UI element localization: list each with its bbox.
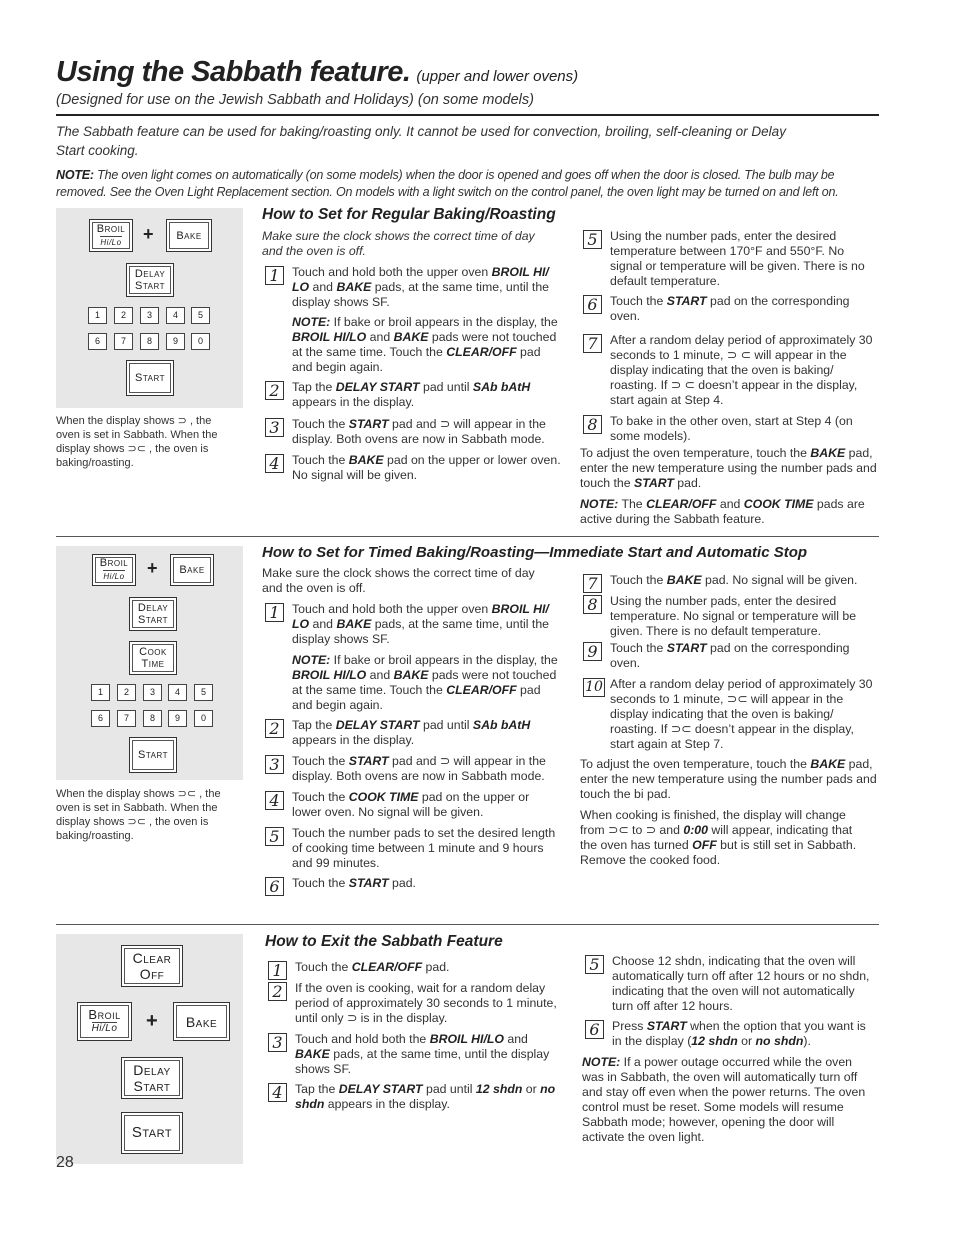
step-text: Tap the DELAY START pad until SAb bAtH appears in the display. (292, 380, 531, 409)
title-suffix: (upper and lower ovens) (416, 68, 579, 85)
step-text: Touch the START pad and ⊃ will appear in the display. Both ovens are now in Sabbath mode. (292, 417, 546, 446)
num-pad-4[interactable]: 4 (166, 307, 185, 324)
num-pad-5[interactable]: 5 (191, 307, 210, 324)
page-number: 28 (56, 1154, 74, 1171)
num-pad-1[interactable]: 1 (91, 684, 110, 701)
section-divider-1 (56, 536, 879, 537)
num-pad-5[interactable]: 5 (194, 684, 213, 701)
step-number: 2 (265, 719, 284, 738)
section-divider-2 (56, 924, 879, 925)
step-number: 3 (265, 755, 284, 774)
display-caption-2: When the display shows ⊃⊂ , the oven is set in Sabbath. When the display shows ⊃⊂ , the oven is baking/roasting. (56, 788, 221, 842)
step-number: 4 (268, 1083, 287, 1102)
step-text: Touch the CLEAR/OFF pad. (295, 960, 450, 974)
start-pad-label: Start (138, 749, 168, 761)
cook-label: Cook (139, 646, 167, 658)
step-text: Choose 12 shdn, indicating that the oven will automatically turn off after 12 hours or no shdn, indicating that the oven will not automatically turn off after 12 hours. (612, 954, 870, 1013)
step-number: 7 (583, 574, 602, 593)
start-pad-label: Start (135, 372, 165, 384)
step-text: Using the number pads, enter the desired temperature between 170°F and 550°F. No signal or temperature will be given. There is no default temperature. (610, 229, 865, 288)
step-text: Touch and hold both the BROIL HI/LO and BAKE pads, at the same time, until the display shows SF. (295, 1032, 550, 1076)
section1-adjust: To adjust the oven temperature, touch the BAKE pad, enter the new temperature using the number pads and touch the START pad. (580, 446, 877, 490)
broil-hilo-pad[interactable] (89, 219, 133, 252)
title-text: Using the Sabbath feature. (56, 56, 411, 88)
num-pad-8[interactable]: 8 (140, 333, 159, 350)
delay-start-pad[interactable] (129, 597, 177, 631)
num-pad-6[interactable]: 6 (88, 333, 107, 350)
num-pad-0[interactable]: 0 (191, 333, 210, 350)
section2-pre: Make sure the clock shows the correct time of day and the oven is off. (262, 566, 535, 595)
plus-sign: + (143, 224, 154, 244)
broil-label: Broil (96, 222, 126, 235)
num-pad-9[interactable]: 9 (168, 710, 187, 727)
step-number: 2 (265, 381, 284, 400)
section1-pre: Make sure the clock shows the correct time of day and the oven is off. (262, 229, 535, 258)
note-label: NOTE: (56, 168, 94, 182)
num-pad-7[interactable]: 7 (114, 333, 133, 350)
bake-label: Bake (185, 1013, 218, 1030)
num-pad-1[interactable]: 1 (88, 307, 107, 324)
intro-text: The Sabbath feature can be used for baking/roasting only. It cannot be used for convection, broiling, self-cleaning or Delay Start cooking. (56, 124, 786, 158)
page-subtitle: (Designed for use on the Jewish Sabbath and Holidays) (on some models) (56, 92, 534, 108)
delay-start-pad[interactable] (121, 1057, 183, 1099)
start-pad-label: Start (131, 1124, 173, 1141)
step-number: 4 (265, 791, 284, 810)
section2-heading: How to Set for Timed Baking/Roasting—Immediate Start and Automatic Stop (262, 544, 808, 561)
broil-label: Broil (99, 557, 129, 569)
num-pad-4[interactable]: 4 (168, 684, 187, 701)
hilo-label: Hi/Lo (100, 237, 122, 247)
step-text: Tap the DELAY START pad until SAb bAtH appears in the display. (292, 718, 531, 747)
step-text: Touch the BAKE pad on the upper or lower oven. No signal will be given. (292, 453, 561, 482)
clear-label: Clear (132, 950, 172, 966)
step-number: 5 (583, 230, 602, 249)
step-note: NOTE: If bake or broil appears in the display, the BROIL HI/LO and BAKE pads were not touched at the same time. Touch the CLEAR/OFF pad and begin again. (292, 315, 558, 374)
step-text: Press START when the option that you want is in the display (12 shdn or no shdn). (612, 1019, 866, 1048)
section1-note: NOTE: The CLEAR/OFF and COOK TIME pads are active during the Sabbath feature. (580, 497, 865, 526)
step-text: After a random delay period of approximately 30 seconds to 1 minute, ⊃⊂ will appear in the display indicating that the oven is baking/ roasting. If ⊃⊂ doesn’t appear in the display, start again at Step 7. (610, 677, 873, 751)
step-number: 4 (265, 454, 284, 473)
page-title (56, 56, 578, 89)
step-text: Touch and hold both the upper oven BROIL HI/ LO and BAKE pads, at the same time, until the display shows SF. (292, 265, 549, 309)
step-number: 5 (585, 955, 604, 974)
step-number: 3 (268, 1033, 287, 1052)
step-text: Touch the COOK TIME pad on the upper or lower oven. No signal will be given. (292, 790, 530, 819)
step-number: 9 (583, 642, 602, 661)
step-text: If the oven is cooking, wait for a random delay period of approximately 30 seconds to 1 minute, until only ⊃ is in the display. (295, 981, 557, 1025)
step-number: 6 (585, 1020, 604, 1039)
start-pad[interactable] (126, 360, 174, 396)
bake-pad[interactable] (170, 554, 214, 586)
hilo-label: Hi/Lo (91, 1022, 118, 1034)
start-label: Start (138, 614, 168, 626)
broil-hilo-pad[interactable] (77, 1002, 132, 1041)
step-number: 6 (265, 877, 284, 896)
step-text: Touch the START pad on the corresponding oven. (610, 641, 850, 670)
num-pad-0[interactable]: 0 (194, 710, 213, 727)
num-pad-2[interactable]: 2 (117, 684, 136, 701)
step-number: 1 (268, 961, 287, 980)
note-text: The oven light comes on automatically (on some models) when the door is opened and goes off when the door is closed. The bulb may be removed. See the Oven Light Replacement section. On models with a light switch on the control panel, the oven light may be turned on and left on. (56, 168, 839, 199)
step-number: 5 (265, 827, 284, 846)
step-text: To bake in the other oven, start at Step 4 (on some models). (610, 414, 853, 443)
step-number: 10 (583, 678, 605, 697)
delay-start-pad[interactable] (126, 263, 174, 297)
section2-adjust: To adjust the oven temperature, touch the BAKE pad, enter the new temperature using the number pads and touch the bi pad. (580, 757, 877, 801)
step-text: Touch the START pad. (292, 876, 416, 890)
step-text: Tap the DELAY START pad until 12 shdn or no shdn appears in the display. (295, 1082, 556, 1111)
step-note: NOTE: If bake or broil appears in the display, the BROIL HI/LO and BAKE pads were not touched at the same time. Touch the CLEAR/OFF pad and begin again. (292, 653, 558, 712)
bake-label: Bake (176, 229, 202, 242)
section1-heading: How to Set for Regular Baking/Roasting (262, 206, 556, 223)
start-label: Start (135, 280, 165, 292)
step-text: Touch the START pad and ⊃ will appear in the display. Both ovens are now in Sabbath mode. (292, 754, 546, 783)
section2-finish: When cooking is finished, the display will change from ⊃⊂ to ⊃ and 0:00 will appear, indicating that the oven has turned OFF but is still set in Sabbath. Remove the cooked food. (580, 808, 857, 867)
num-pad-3[interactable]: 3 (143, 684, 162, 701)
start-pad[interactable] (121, 1112, 183, 1154)
plus-sign: + (147, 558, 158, 578)
num-pad-8[interactable]: 8 (143, 710, 162, 727)
broil-label: Broil (88, 1006, 121, 1022)
step-number: 1 (265, 603, 284, 622)
section3-heading: How to Exit the Sabbath Feature (265, 933, 503, 950)
num-pad-2[interactable]: 2 (114, 307, 133, 324)
bake-pad[interactable] (173, 1002, 230, 1041)
step-text: Touch and hold both the upper oven BROIL HI/ LO and BAKE pads, at the same time, until the display shows SF. (292, 602, 549, 646)
delay-label: Delay (133, 1062, 171, 1078)
section3-note: NOTE: If a power outage occurred while the oven was in Sabbath, the oven will automatically turn off and stay off even when the power returns. The oven control must be reset. Some models will resume Sabbath mode; however, opening the door will activate the oven light. (582, 1055, 866, 1144)
cook-time-pad[interactable] (129, 641, 177, 675)
step-text: Touch the number pads to set the desired length of cooking time between 1 minute and 9 hours and 99 minutes. (292, 826, 556, 870)
delay-label: Delay (134, 268, 166, 280)
step-number: 7 (583, 334, 602, 353)
step-number: 2 (268, 982, 287, 1001)
clear-off-pad[interactable] (121, 945, 183, 987)
delay-label: Delay (137, 602, 169, 614)
bake-label: Bake (179, 564, 205, 576)
step-text: Using the number pads, enter the desired temperature. No signal or temperature will be given. There is no default temperature. (610, 594, 857, 638)
num-pad-7[interactable]: 7 (117, 710, 136, 727)
num-pad-6[interactable]: 6 (91, 710, 110, 727)
step-number: 8 (583, 415, 602, 434)
start-pad[interactable] (129, 737, 177, 773)
step-text: Touch the BAKE pad. No signal will be given. (610, 573, 858, 587)
off-label: Off (139, 966, 165, 982)
bake-pad[interactable] (166, 219, 212, 252)
step-number: 8 (583, 595, 602, 614)
light-note (56, 167, 882, 201)
hilo-label: Hi/Lo (103, 572, 125, 581)
step-number: 1 (265, 266, 284, 285)
plus-sign: + (146, 1010, 158, 1032)
display-caption-1: When the display shows ⊃ , the oven is set in Sabbath. When the display shows ⊃⊂ , the oven is baking/roasting. (56, 415, 218, 469)
step-text: After a random delay period of approximately 30 seconds to 1 minute, ⊃ ⊂ will appear in the display indicating that the oven is baking/ roasting. If ⊃ ⊂ doesn’t appear in the display, start again at Step 4. (610, 333, 873, 407)
broil-hilo-pad[interactable] (92, 554, 136, 586)
num-pad-3[interactable]: 3 (140, 307, 159, 324)
num-pad-9[interactable]: 9 (166, 333, 185, 350)
header-rule (56, 114, 879, 116)
step-number: 6 (583, 295, 602, 314)
step-number: 3 (265, 418, 284, 437)
step-text: Touch the START pad on the corresponding oven. (610, 294, 850, 323)
time-label: Time (141, 658, 165, 670)
start-label: Start (133, 1078, 171, 1094)
